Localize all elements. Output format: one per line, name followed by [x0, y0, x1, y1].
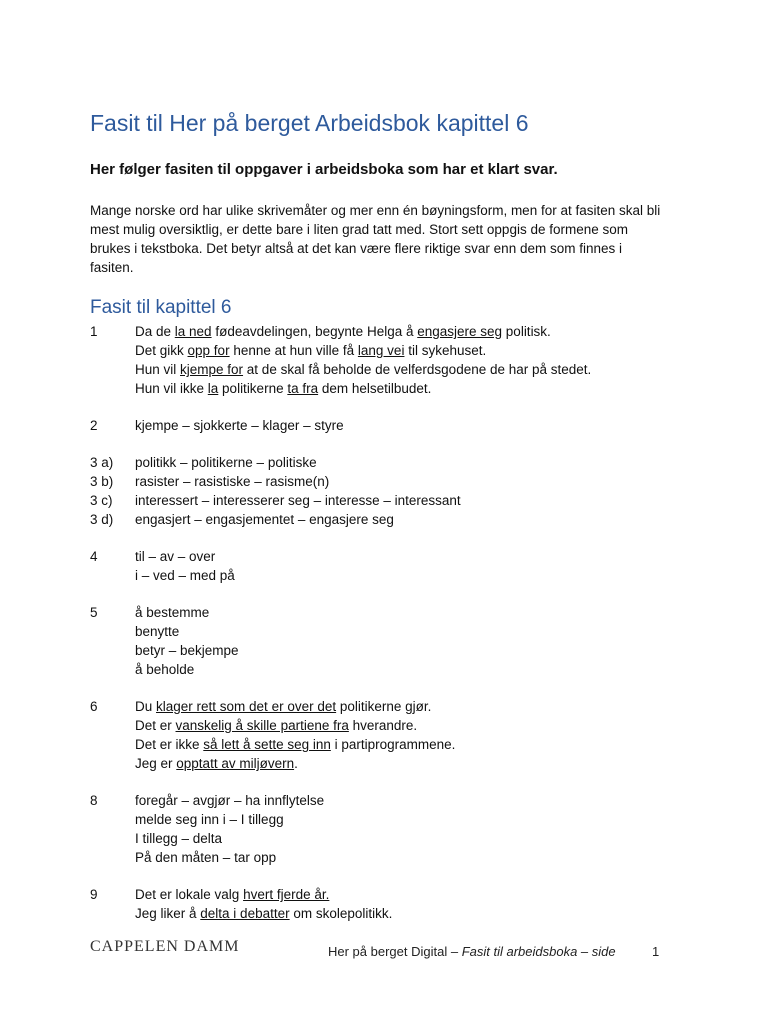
text-run: Det gikk — [135, 343, 188, 358]
underlined-phrase: engasjere seg — [417, 324, 503, 339]
answer-text: å beholde — [135, 662, 195, 677]
answer-text: På den måten – tar opp — [135, 850, 277, 865]
answer-number: 4 — [90, 549, 98, 564]
footer-text — [328, 944, 616, 959]
answer-number: 8 — [90, 793, 98, 808]
text-run: politikerne gjør. — [336, 699, 432, 714]
text-run: til sykehuset. — [404, 343, 487, 358]
answer-number: 9 — [90, 887, 98, 902]
underlined-phrase: klager rett som det er over det — [156, 699, 337, 714]
underlined-phrase: lang vei — [357, 343, 405, 358]
text-run: Hun vil ikke — [135, 381, 208, 396]
text-run: at de skal få beholde de velferdsgodene de har på stedet. — [243, 362, 592, 377]
answer-text — [135, 341, 486, 360]
text-run: Det er lokale valg — [135, 887, 244, 902]
text-run: politikerne — [218, 381, 288, 396]
intro-line: mest mulig oversiktlig, er dette bare i liten grad tatt med. Stort sett oppgis de formene som — [90, 222, 628, 237]
text-run: i partiprogrammene. — [330, 737, 456, 752]
text-run: Det er ikke — [135, 737, 204, 752]
text-run: Jeg er — [135, 756, 177, 771]
answer-text — [135, 716, 417, 735]
answer-text: i – ved – med på — [135, 568, 235, 583]
text-run: Du — [135, 699, 157, 714]
underlined-phrase: vanskelig å skille partiene fra — [175, 718, 349, 733]
text-run: . — [294, 756, 298, 771]
text-run: henne at hun ville få — [229, 343, 358, 358]
underlined-phrase: opp for — [187, 343, 230, 358]
answer-text: rasister – rasistiske – rasisme(n) — [135, 474, 330, 489]
underlined-phrase: opptatt av miljøvern — [176, 756, 295, 771]
answer-text: foregår – avgjør – ha innflytelse — [135, 793, 325, 808]
underlined-phrase: delta i debatter — [200, 906, 290, 921]
answer-text: melde seg inn i – I tillegg — [135, 812, 284, 827]
underlined-phrase: la — [207, 381, 219, 396]
text-run: fødeavdelingen, begynte Helga å — [211, 324, 418, 339]
answer-number: 3 d) — [90, 512, 114, 527]
answer-text — [135, 754, 298, 773]
answer-text: engasjert – engasjementet – engasjere seg — [135, 512, 394, 527]
text-run: Jeg liker å — [135, 906, 201, 921]
intro-line: fasiten. — [90, 260, 134, 275]
answer-text — [135, 322, 551, 341]
text-run: Hun vil — [135, 362, 181, 377]
section-heading: Fasit til kapittel 6 — [90, 297, 232, 318]
page-footer — [0, 938, 768, 968]
underlined-phrase: la ned — [174, 324, 212, 339]
answer-number: 6 — [90, 699, 98, 714]
text-run: hverandre. — [348, 718, 418, 733]
text-run: Da de — [135, 324, 175, 339]
answer-text: betyr – bekjempe — [135, 643, 239, 658]
answer-number: 3 a) — [90, 455, 114, 470]
text-run: dem helsetilbudet. — [318, 381, 432, 396]
answer-text: å bestemme — [135, 605, 210, 620]
text-run: om skolepolitikk. — [289, 906, 393, 921]
text-run: politisk. — [502, 324, 551, 339]
answer-text: kjempe – sjokkerte – klager – styre — [135, 418, 344, 433]
underlined-phrase: ta fra — [287, 381, 319, 396]
answer-text: benytte — [135, 624, 180, 639]
answer-text — [135, 885, 329, 904]
answer-number: 3 b) — [90, 474, 114, 489]
answer-number: 2 — [90, 418, 98, 433]
page-number: 1 — [652, 944, 660, 959]
document-subtitle: Her følger fasiten til oppgaver i arbeidsboka som har et klart svar. — [90, 161, 558, 178]
intro-paragraph — [90, 201, 690, 277]
footer-text-italic: Fasit til arbeidsboka – side — [461, 944, 616, 959]
underlined-phrase: så lett å sette seg inn — [203, 737, 331, 752]
answer-text — [135, 697, 431, 716]
document-title: Fasit til Her på berget Arbeidsbok kapittel 6 — [90, 110, 529, 136]
answer-number: 1 — [90, 324, 98, 339]
intro-line: brukes i tekstboka. Det betyr altså at det kan være flere riktige svar enn dem som finnes i — [90, 241, 622, 256]
answer-text — [135, 379, 431, 398]
text-run: Det er — [135, 718, 176, 733]
underlined-phrase: hvert fjerde år. — [243, 887, 330, 902]
intro-line: Mange norske ord har ulike skrivemåter og mer enn én bøyningsform, men for at fasiten skal bli — [90, 203, 661, 218]
underlined-phrase: kjempe for — [180, 362, 244, 377]
footer-text-plain: Her på berget Digital – — [328, 944, 462, 959]
answer-text — [135, 904, 392, 923]
answer-text — [135, 360, 591, 379]
answer-text: til – av – over — [135, 549, 216, 564]
answer-text — [135, 735, 455, 754]
answer-text: interessert – interesserer seg – interesse – interessant — [135, 493, 461, 508]
answer-number: 5 — [90, 605, 98, 620]
answer-text: politikk – politikerne – politiske — [135, 455, 317, 470]
answer-text: I tillegg – delta — [135, 831, 223, 846]
answer-number: 3 c) — [90, 493, 113, 508]
publisher-logo: CAPPELEN DAMM — [90, 938, 240, 955]
